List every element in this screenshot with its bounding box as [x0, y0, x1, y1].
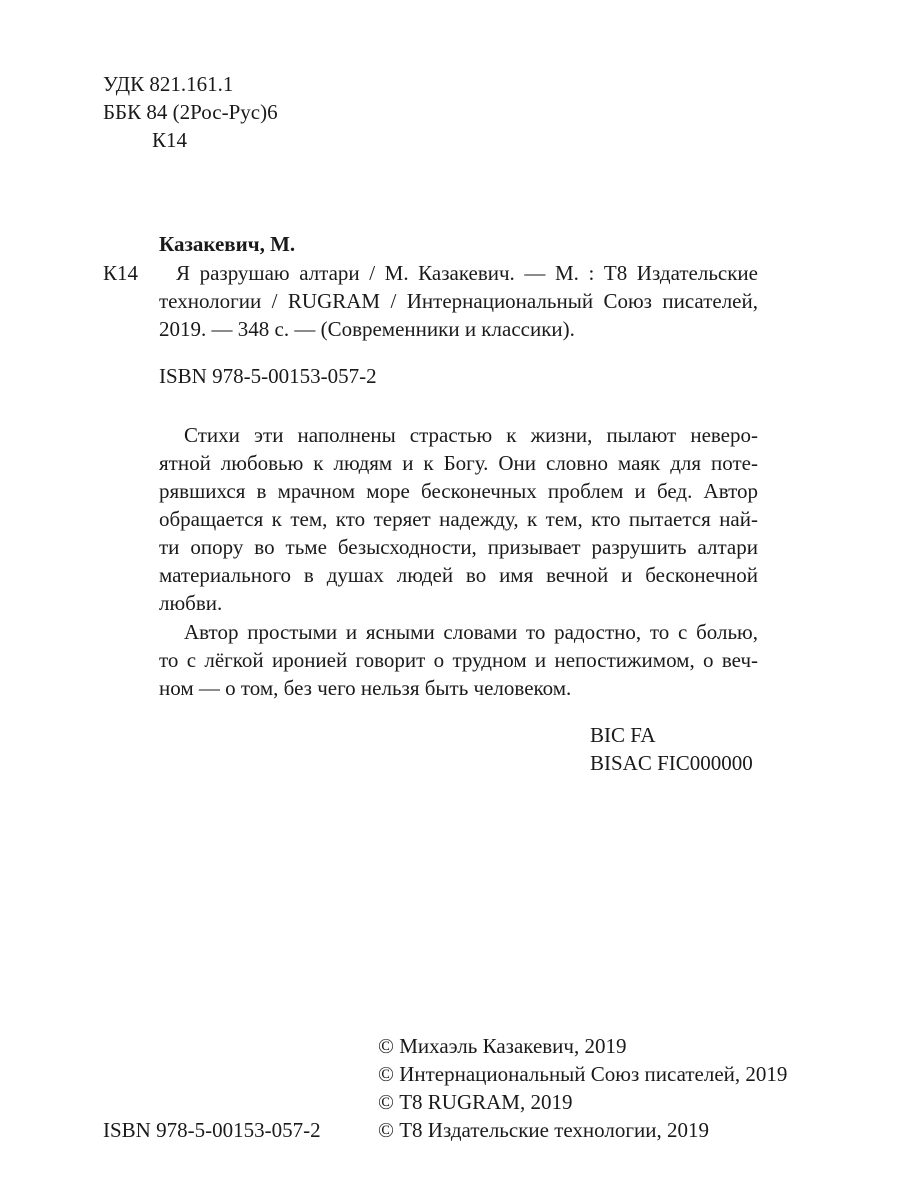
- copyright-line-4: © Т8 Издательские технологии, 2019: [378, 1118, 709, 1142]
- bib-line-3: 2019. — 348 с. — (Современники и классики).: [159, 317, 575, 341]
- udk-code: УДК 821.161.1: [103, 72, 234, 96]
- footer-isbn: ISBN 978-5-00153-057-2: [103, 1118, 321, 1142]
- annotation-line-10: ном — о том, без чего нельзя быть человеком.: [159, 676, 572, 700]
- bic-code: BIC FA: [590, 723, 656, 747]
- catalog-author: Казакевич, М.: [159, 232, 296, 256]
- annotation-line-8: Автор простыми и ясными словами то радостно, то с болью,: [184, 620, 758, 644]
- bisac-code: BISAC FIC000000: [590, 751, 753, 775]
- annotation-line-9: то с лёгкой иронией говорит о трудном и непостижимом, о веч-: [159, 648, 758, 672]
- annotation-line-4: обращается к тем, кто теряет надежду, к тем, кто пытается най-: [159, 507, 758, 531]
- annotation-line-1: Стихи эти наполнены страстью к жизни, пылают неверо-: [184, 423, 758, 447]
- annotation-line-7: любви.: [159, 591, 223, 615]
- bbk-code: ББК 84 (2Рос-Рус)6: [103, 100, 278, 124]
- bib-line-1: Я разрушаю алтари / М. Казакевич. — М. : Т8 Издательские: [176, 261, 758, 285]
- annotation-line-2: ятной любовью к людям и к Богу. Они словно маяк для поте-: [159, 451, 758, 475]
- author-sign: К14: [152, 128, 188, 152]
- catalog-author-sign: К14: [103, 261, 139, 285]
- bib-line-2: технологии / RUGRAM / Интернациональный Союз писателей,: [159, 289, 758, 313]
- copyright-line-3: © Т8 RUGRAM, 2019: [378, 1090, 573, 1114]
- copyright-line-2: © Интернациональный Союз писателей, 2019: [378, 1062, 788, 1086]
- annotation-line-6: материального в душах людей во имя вечной и бесконечной: [159, 563, 758, 587]
- copyright-line-1: © Михаэль Казакевич, 2019: [378, 1034, 627, 1058]
- annotation-line-5: ти опору во тьме безысходности, призывает разрушить алтари: [159, 535, 758, 559]
- catalog-isbn: ISBN 978-5-00153-057-2: [159, 364, 377, 388]
- annotation-line-3: рявшихся в мрачном море бесконечных проблем и бед. Автор: [159, 479, 758, 503]
